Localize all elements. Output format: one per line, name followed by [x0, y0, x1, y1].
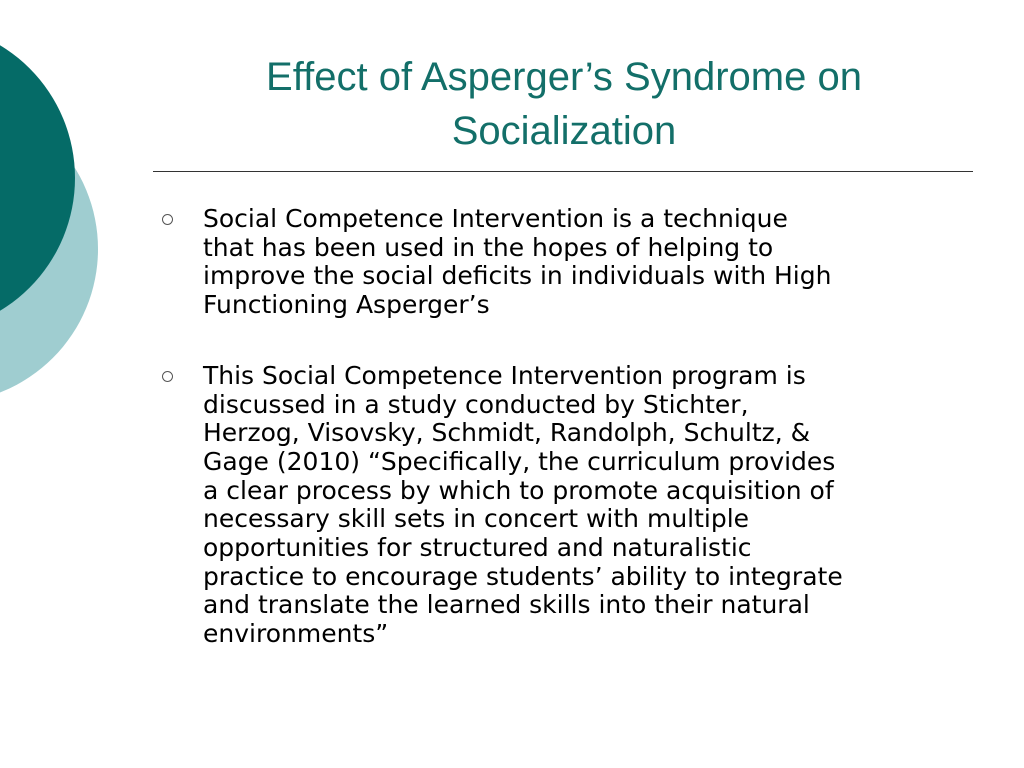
bullet-2-line-7: opportunities for structured and naturalistic — [203, 533, 752, 563]
bullet-item-2 — [162, 362, 972, 649]
bullet-2-line-9: and translate the learned skills into their natural — [203, 590, 810, 620]
bullet-text-2 — [203, 362, 972, 649]
bullet-2-line-8: practice to encourage students’ ability to integrate — [203, 561, 843, 591]
slide-title — [155, 50, 973, 158]
bullet-1-line-1: Social Competence Intervention is a technique — [203, 204, 788, 233]
bullet-1-line-2: that has been used in the hopes of helping to — [203, 232, 774, 262]
bullet-2-line-6: necessary skill sets in concert with multiple — [203, 504, 750, 534]
bullet-2-line-4: Gage (2010) “Specifically, the curriculum provides — [203, 446, 836, 476]
bullet-2-line-1: This Social Competence Intervention program is — [203, 360, 806, 390]
bullet-1-line-4: Functioning Asperger’s — [203, 290, 490, 320]
bullet-text-1 — [203, 205, 972, 320]
bullet-2-line-2: discussed in a study conducted by Stichter, — [203, 389, 749, 419]
slide-title-line-1: Effect of Asperger’s Syndrome on — [266, 55, 862, 99]
bullet-item-1 — [162, 205, 972, 320]
bullet-list — [162, 205, 972, 691]
bullet-2-line-5: a clear process by which to promote acquisition of — [203, 475, 834, 505]
hollow-circle-bullet-icon — [162, 371, 173, 382]
bullet-2-line-3: Herzog, Visovsky, Schmidt, Randolph, Schultz, & — [203, 418, 811, 448]
bullet-1-line-3: improve the social deficits in individuals with High — [203, 261, 832, 291]
slide-title-line-2: Socialization — [451, 109, 677, 153]
title-divider — [153, 171, 973, 172]
hollow-circle-bullet-icon — [162, 214, 173, 225]
bullet-2-line-10: environments” — [203, 619, 389, 649]
